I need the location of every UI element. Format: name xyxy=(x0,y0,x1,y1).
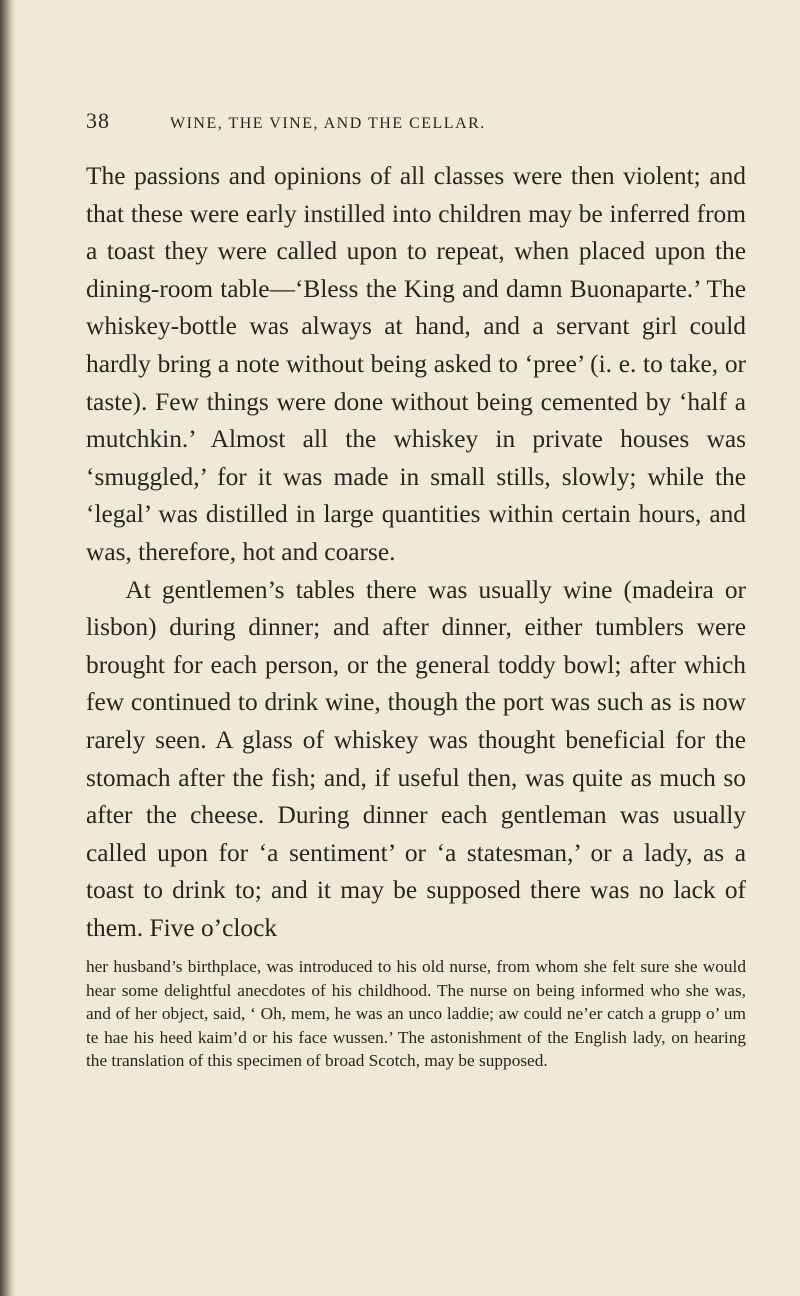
paragraph: At gentlemen’s tables there was usually wine (madeira or lisbon) during dinner; and after dinner, either tumblers were brought for each person, or the general toddy bowl; after which few continued to drink wine, though the port was such as is now rarely seen. A glass of whiskey was thought beneficial for the stomach after the fish; and, if useful then, was quite as much so after the cheese. During dinner each gentleman was usually called upon for ‘a sentiment’ or ‘a statesman,’ or a lady, as a toast to drink to; and it may be supposed there was no lack of them. Five o’clock xyxy=(86,575,746,942)
footnote: her husband’s birthplace, was introduced to his old nurse, from whom she felt sure she would hear some delightful anecdotes of his childhood. The nurse on being informed who she was, and of her object, said, ‘ Oh, mem, he was an unco laddie; aw could ne’er catch a grupp o’ um te hae his heed kaim’d or his face wussen.’ The astonishment of the English lady, on hearing the translation of this specimen of broad Scotch, may be supposed. xyxy=(86,957,746,1071)
running-head: WINE, THE VINE, AND THE CELLAR. xyxy=(170,115,486,132)
book-spine-shadow xyxy=(0,0,16,1296)
book-page xyxy=(86,108,746,1073)
page-number: 38 xyxy=(86,108,110,133)
paragraph: The passions and opinions of all classes were then violent; and that these were early instilled into children may be inferred from a toast they were called upon to repeat, when placed upon the dining-room table—‘Bless the King and damn Buonaparte.’ The whiskey-bottle was always at hand, and a servant girl could hardly bring a note without being asked to ‘pree’ (i. e. to take, or taste). Few things were done without being cemented by ‘half a mutchkin.’ Almost all the whiskey in private houses was ‘smuggled,’ for it was made in small stills, slowly; while the ‘legal’ was distilled in large quantities within certain hours, and was, therefore, hot and coarse. xyxy=(86,162,746,566)
page-header xyxy=(86,108,746,134)
